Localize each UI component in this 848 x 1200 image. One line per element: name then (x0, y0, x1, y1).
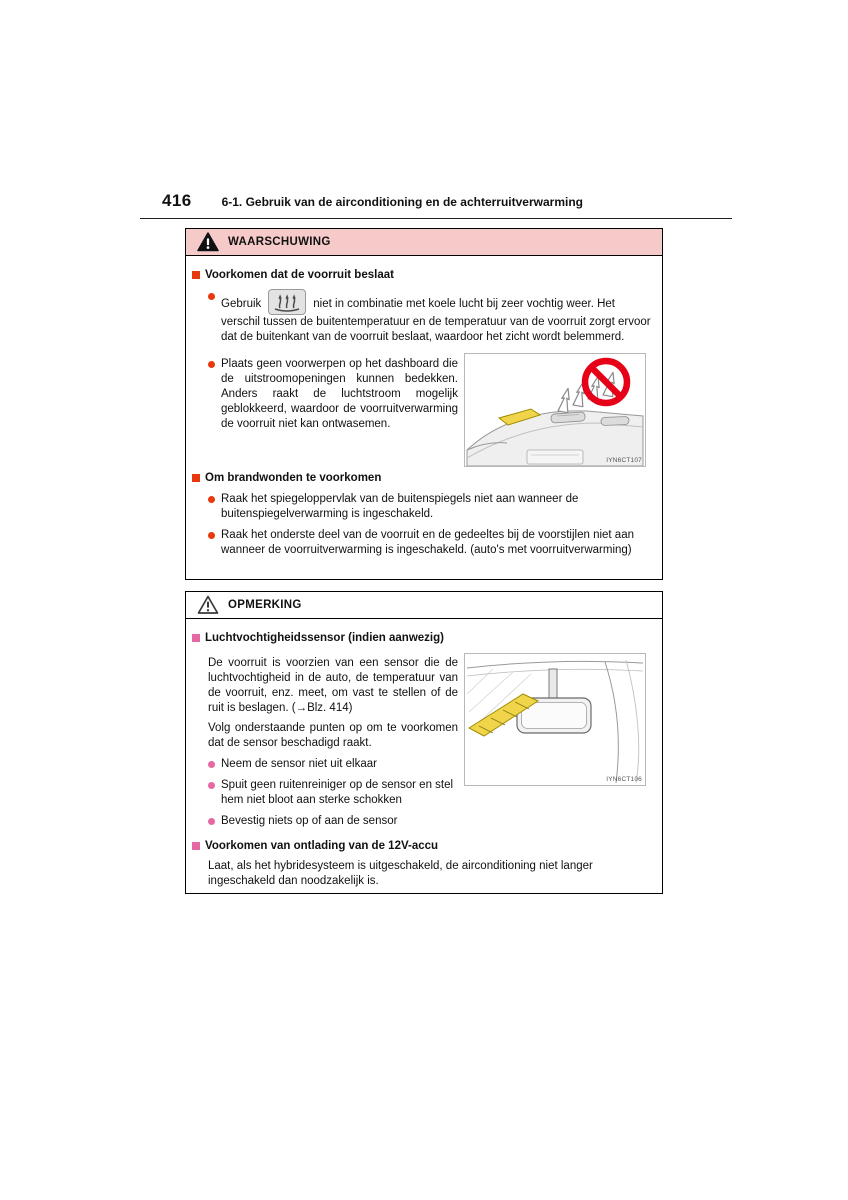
warning-item-with-figure (192, 351, 654, 467)
dot-bullet-icon (208, 782, 215, 789)
note-bullet-item (208, 757, 458, 772)
dot-bullet-icon (208, 532, 215, 539)
humidity-sensor-figure (464, 653, 646, 786)
note-bullet-item (208, 778, 458, 808)
note-section-heading (192, 839, 654, 854)
mirror-mount (549, 669, 557, 699)
square-bullet-icon (192, 271, 200, 279)
note-paragraph: De voorruit is voorzien van een sensor die de luchtvochtigheid in de auto, de temperatuur van de voorruit, enz. meet, om vast te stellen of de ruit is beslagen. (→Blz. 414) (208, 657, 458, 714)
note-section-title: Luchtvochtigheidssensor (indien aanwezig) (205, 632, 444, 644)
front-defroster-button-icon (268, 289, 306, 315)
dashboard-prohibition-figure (464, 353, 646, 467)
square-bullet-icon (192, 474, 200, 482)
warning-item-text-pre: Gebruik (221, 298, 262, 310)
square-bullet-icon (192, 842, 200, 850)
dot-bullet-icon (208, 293, 215, 300)
note-bullet-item (208, 814, 458, 829)
warning-list-item (208, 492, 654, 522)
warning-list-item (208, 357, 458, 432)
warning-item-text: Plaats geen voorwerpen op het dashboard die de uitstroomopeningen kunnen bedekken. Anders raakt de luchtstroom mogelijk geblokkeerd, waardoor de voorruitverwarming de voorruit niet kan ontwasemen. (221, 358, 458, 430)
defroster-vent (551, 412, 586, 423)
warning-box (185, 228, 663, 580)
dot-bullet-icon (208, 761, 215, 768)
warning-list-item (208, 528, 654, 558)
warning-section-heading (192, 268, 654, 283)
warning-section-title: Voorkomen dat de voorruit beslaat (205, 269, 394, 281)
warning-box-header (186, 229, 662, 256)
page-header (140, 191, 732, 219)
note-paragraph: Laat, als het hybridesysteem is uitgeschakeld, de airconditioning niet langer ingeschakeld dan noodzakelijk is. (208, 860, 593, 887)
page-number: 416 (162, 191, 192, 210)
note-box-body (186, 619, 662, 894)
warning-section-heading (192, 471, 654, 486)
warning-triangle-icon (197, 232, 219, 252)
note-bullet-text: Neem de sensor niet uit elkaar (221, 758, 377, 770)
warning-item-text: Raak het spiegeloppervlak van de buitenspiegels niet aan wanneer de buitenspiegelverwarming is ingeschakeld. (221, 493, 579, 520)
warning-list-item (208, 289, 654, 345)
dot-bullet-icon (208, 361, 215, 368)
square-bullet-icon (192, 634, 200, 642)
section-title: 6-1. Gebruik van de airconditioning en de achterruitverwarming (221, 195, 583, 209)
figure-label: IYN6CT107 (606, 457, 642, 464)
note-box-header (186, 592, 662, 619)
warning-item-text-post: niet in combinatie met koele lucht bij zeer vochtig weer. Het verschil tussen de buitentemperatuur en de temperatuur van de voorruit zorgt ervoor dat de buitenkant van de voorruit beslaat, waardoor het zicht wordt belemmerd. (221, 298, 651, 343)
note-box (185, 591, 663, 894)
note-bullet-text: Spuit geen ruitenreiniger op de sensor en stel hem niet bloot aan sterke schokken (221, 779, 454, 806)
note-text-column (192, 651, 458, 835)
note-paragraph: Volg onderstaande punten op om te voorkomen dat de sensor beschadigd raakt. (208, 722, 458, 749)
note-section-title: Voorkomen van ontlading van de 12V-accu (205, 840, 439, 852)
note-section-heading (192, 631, 654, 646)
note-content-with-figure (192, 651, 654, 835)
note-bullet-text: Bevestig niets op of aan de sensor (221, 815, 398, 827)
warning-item-text: Raak het onderste deel van de voorruit en de gedeeltes bij de voorstijlen niet aan wanneer de voorruitverwarming is ingeschakeld. (auto's met voorruitverwarming) (221, 529, 634, 556)
warning-item-text-column (192, 351, 458, 438)
note-triangle-icon (197, 595, 219, 615)
dot-bullet-icon (208, 818, 215, 825)
dot-bullet-icon (208, 496, 215, 503)
warning-box-body (186, 256, 662, 572)
figure-label: IYN6CT106 (606, 776, 642, 783)
warning-section-title: Om brandwonden te voorkomen (205, 472, 382, 484)
warning-title: WAARSCHUWING (228, 236, 331, 248)
note-title: OPMERKING (228, 599, 302, 611)
prohibition-icon (585, 361, 627, 403)
